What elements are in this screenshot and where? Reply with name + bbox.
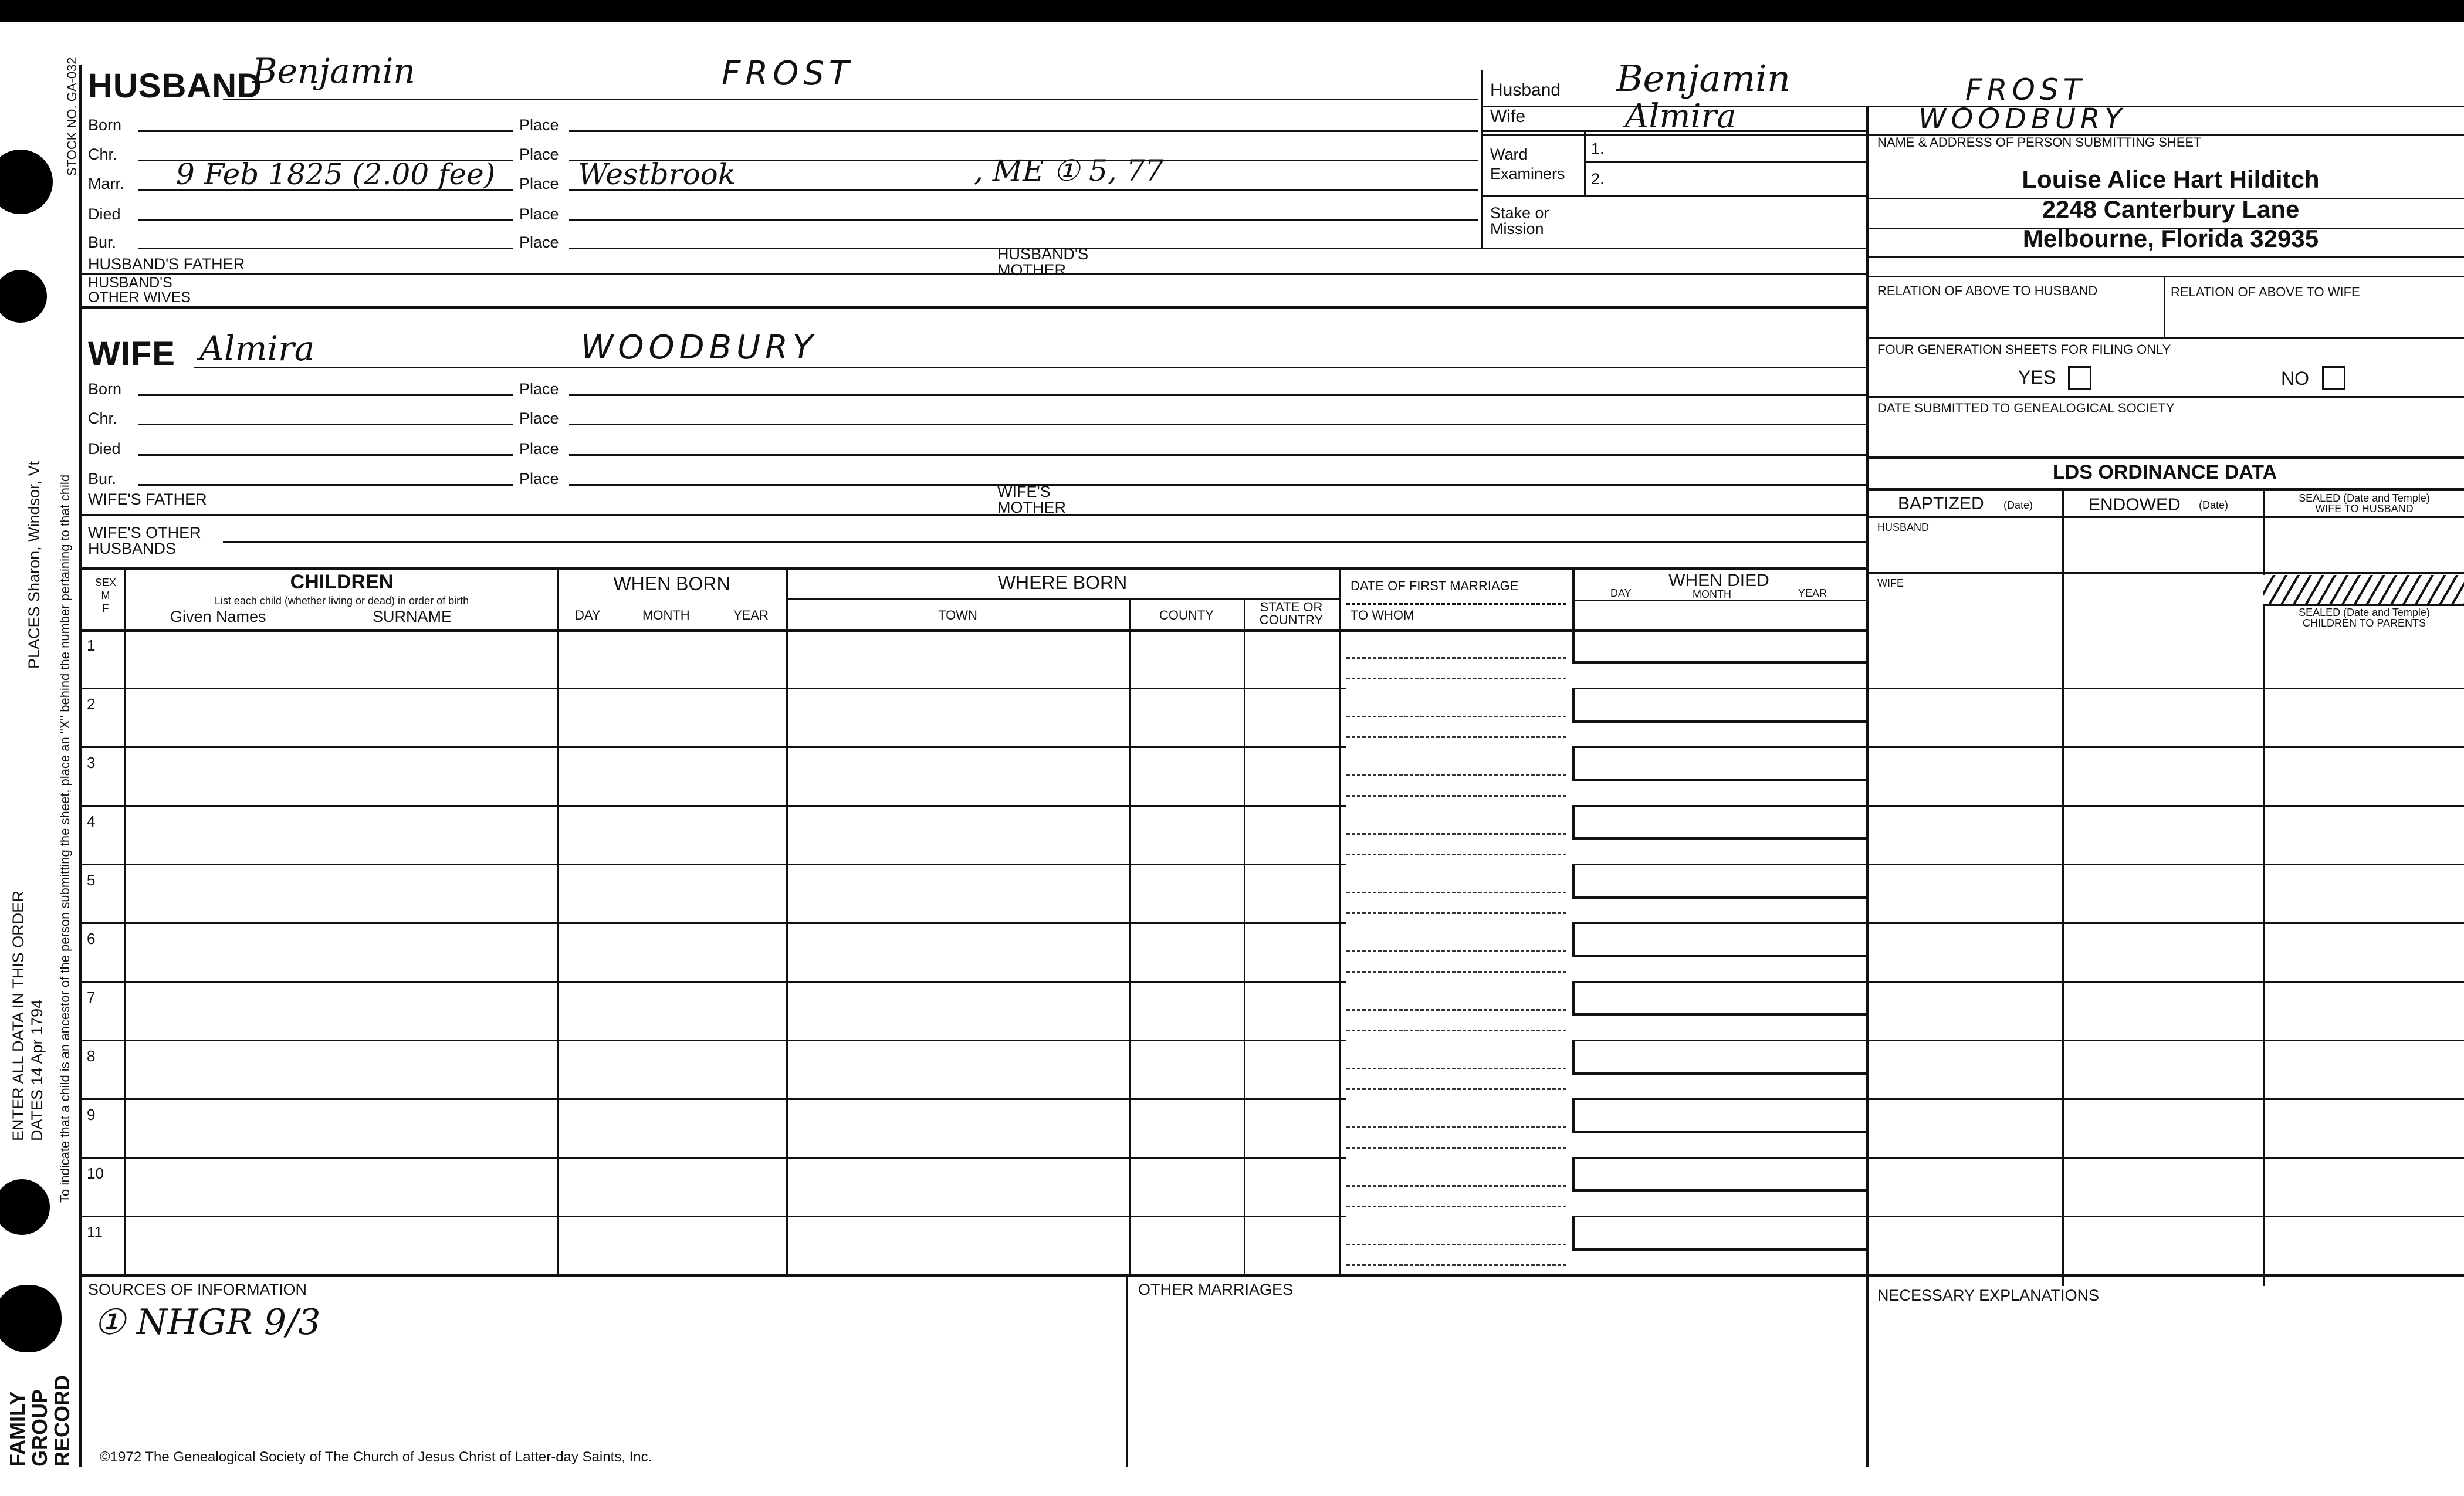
child-died-line xyxy=(1572,837,1866,840)
husband-marr-place-line xyxy=(569,189,1478,191)
sealed-hatched-cell xyxy=(2263,575,2464,604)
submitter-label: NAME & ADDRESS OF PERSON SUBMITTING SHEET xyxy=(1877,135,2202,150)
child-row-number: 7 xyxy=(87,989,96,1006)
lds-col-divider-1 xyxy=(2062,488,2064,1286)
husband-born-label: Born xyxy=(88,116,122,134)
relation-husband-label: RELATION OF ABOVE TO HUSBAND xyxy=(1877,283,2098,298)
child-row-line-right xyxy=(1572,746,1866,748)
child-marriage-date-line[interactable] xyxy=(1346,1185,1566,1187)
wife-father-label: WIFE'S FATHER xyxy=(88,490,207,508)
husband-mother-label: HUSBAND'S MOTHER xyxy=(997,245,1089,279)
when-died-label: WHEN DIED xyxy=(1668,571,1769,590)
lds-title-line xyxy=(1866,488,2464,491)
lds-row-line xyxy=(1866,864,2464,865)
child-row-number: 1 xyxy=(87,637,96,654)
husband-heading: HUSBAND xyxy=(88,67,262,105)
side-enter-data: ENTER ALL DATA IN THIS ORDER xyxy=(9,891,27,1141)
no-checkbox[interactable] xyxy=(2322,366,2345,390)
wife-chr-line xyxy=(138,424,513,425)
husband-bur-line xyxy=(138,248,513,249)
sources-value[interactable]: ① NHGR 9/3 xyxy=(94,1302,321,1343)
child-marriage-whom-line[interactable] xyxy=(1346,1088,1566,1090)
endowed-date-label: (Date) xyxy=(2199,499,2229,511)
husband-father-line xyxy=(79,273,1866,275)
child-marriage-whom-line[interactable] xyxy=(1346,912,1566,914)
child-died-bracket xyxy=(1572,689,1575,722)
child-row-line xyxy=(79,1098,1346,1100)
wife-bur-label: Bur. xyxy=(88,470,117,488)
child-died-line xyxy=(1572,1189,1866,1192)
summary-box-left xyxy=(1481,70,1483,249)
husband-died-place-label: Place xyxy=(519,205,559,223)
child-marriage-whom-line[interactable] xyxy=(1346,1030,1566,1031)
child-died-line xyxy=(1572,720,1866,723)
examiner-separator xyxy=(1584,161,1866,163)
endowed-label: ENDOWED xyxy=(2089,495,2181,515)
summary-wife-label: Wife xyxy=(1490,107,1525,126)
wife-father-line xyxy=(79,514,1866,516)
husband-marr-line xyxy=(138,189,513,191)
child-died-line xyxy=(1572,1013,1866,1016)
children-subheader-line xyxy=(786,598,1339,600)
child-marriage-whom-line[interactable] xyxy=(1346,1264,1566,1266)
child-died-bracket xyxy=(1572,1217,1575,1250)
summary-husband-label: Husband xyxy=(1490,80,1561,100)
child-marriage-date-line[interactable] xyxy=(1346,716,1566,717)
child-died-bracket xyxy=(1572,983,1575,1015)
wife-other-husbands-line xyxy=(223,541,1866,543)
where-born-label: WHERE BORN xyxy=(997,572,1128,593)
lds-row-line xyxy=(1866,1216,2464,1217)
child-died-bracket xyxy=(1572,748,1575,780)
wife-chr-place-label: Place xyxy=(519,409,559,427)
child-row-line xyxy=(79,805,1346,807)
lds-top-line xyxy=(1866,456,2464,459)
child-row-line xyxy=(79,1157,1346,1159)
punch-hole xyxy=(0,1179,50,1235)
examiners-label: Examiners xyxy=(1490,165,1565,182)
child-died-line xyxy=(1572,1248,1866,1251)
husband-born-line xyxy=(138,130,513,132)
husband-born-place-line xyxy=(569,130,1478,132)
children-header-bottom xyxy=(79,629,1866,632)
husband-marr-label: Marr. xyxy=(88,175,124,192)
husband-died-label: Died xyxy=(88,205,121,223)
child-row-number: 8 xyxy=(87,1047,96,1065)
child-died-bracket xyxy=(1572,631,1575,663)
children-heading: CHILDREN xyxy=(290,571,394,593)
lds-row-line xyxy=(1866,805,2464,807)
wife-section-bottom xyxy=(79,567,1866,570)
baptized-label: BAPTIZED xyxy=(1898,494,1984,513)
child-died-bracket xyxy=(1572,1041,1575,1074)
baptized-date-label: (Date) xyxy=(2003,499,2033,511)
died-year-label: YEAR xyxy=(1798,587,1827,599)
submitter-street[interactable]: 2248 Canterbury Lane xyxy=(2042,195,2300,223)
husband-marr-place-suffix[interactable]: , ME ① 5, 77 xyxy=(974,154,1164,188)
submitter-name[interactable]: Louise Alice Hart Hilditch xyxy=(2022,165,2320,193)
child-row-number: 5 xyxy=(87,871,96,889)
child-marriage-whom-line[interactable] xyxy=(1346,854,1566,855)
born-year-label: YEAR xyxy=(733,608,769,622)
husband-father-label: HUSBAND'S FATHER xyxy=(88,255,245,273)
child-marriage-whom-line[interactable] xyxy=(1346,795,1566,797)
wife-chr-label: Chr. xyxy=(88,409,117,427)
punch-hole xyxy=(0,150,53,214)
submitter-line3 xyxy=(1866,256,2464,258)
ward-bottom-line xyxy=(1481,195,1866,197)
date-submitted-label: DATE SUBMITTED TO GENEALOGICAL SOCIETY xyxy=(1877,401,2175,415)
child-died-line xyxy=(1572,661,1866,664)
child-row-line-right xyxy=(1572,1040,1866,1041)
summary-wife-given[interactable]: Almira xyxy=(1625,97,1737,136)
wife-heading: WIFE xyxy=(88,335,175,373)
wife-born-line xyxy=(138,394,513,396)
wife-bur-place-label: Place xyxy=(519,470,559,488)
form-title-family: FAMILY xyxy=(5,1391,29,1467)
child-died-bracket xyxy=(1572,1159,1575,1191)
sources-label: SOURCES OF INFORMATION xyxy=(88,1281,307,1298)
side-dates: DATES 14 Apr 1794 xyxy=(28,999,46,1141)
child-died-line xyxy=(1572,955,1866,957)
child-died-line xyxy=(1572,1072,1866,1075)
child-row-line-right xyxy=(1572,1157,1866,1159)
other-marriages-divider xyxy=(1126,1276,1128,1467)
children-county-divider xyxy=(1244,598,1245,1276)
wife-died-label: Died xyxy=(88,440,121,458)
child-died-bracket xyxy=(1572,924,1575,956)
four-gen-label: FOUR GENERATION SHEETS FOR FILING ONLY xyxy=(1877,342,2171,357)
punch-hole xyxy=(0,270,47,323)
husband-given-name[interactable]: Benjamin xyxy=(252,51,415,91)
given-names-label: Given Names xyxy=(170,608,266,625)
child-died-bracket xyxy=(1572,865,1575,898)
child-marriage-whom-line[interactable] xyxy=(1346,736,1566,738)
lds-title: LDS ORDINANCE DATA xyxy=(2052,461,2277,483)
child-row-number: 3 xyxy=(87,754,96,771)
child-died-line xyxy=(1572,1131,1866,1133)
husband-bur-place-label: Place xyxy=(519,233,559,251)
wife-bur-line xyxy=(138,484,513,486)
wife-died-place-line xyxy=(569,454,1866,456)
stake-label: Stake or Mission xyxy=(1490,204,1549,238)
lds-husband-row-line xyxy=(1866,572,2464,574)
hatch-bottom-line xyxy=(2263,604,2464,606)
child-marriage-date-line[interactable] xyxy=(1346,1009,1566,1011)
first-marriage-dash xyxy=(1346,603,1566,605)
child-marriage-whom-line[interactable] xyxy=(1346,971,1566,973)
child-row-number: 10 xyxy=(87,1165,104,1182)
child-marriage-whom-line[interactable] xyxy=(1346,678,1566,679)
frame-divider xyxy=(1866,106,1869,1467)
wife-given-name[interactable]: Almira xyxy=(199,329,315,368)
county-label: COUNTY xyxy=(1159,608,1214,622)
lds-row-line xyxy=(1866,746,2464,748)
child-row-line xyxy=(79,981,1346,983)
child-row-line-right xyxy=(1572,1216,1866,1217)
punch-hole xyxy=(0,1285,62,1352)
wife-name-line xyxy=(194,367,1866,368)
child-row-line-right xyxy=(1572,805,1866,807)
husband-died-place-line xyxy=(569,219,1478,221)
state-country-label: STATE OR COUNTRY xyxy=(1259,600,1324,627)
husband-surname[interactable]: FROST xyxy=(722,55,854,93)
form-title-record: RECORD xyxy=(50,1375,74,1467)
child-row-line xyxy=(79,1040,1346,1041)
children-instruction: List each child (whether living or dead) in order of birth xyxy=(214,595,469,607)
lds-husband-label: HUSBAND xyxy=(1877,522,1930,533)
child-marriage-whom-line[interactable] xyxy=(1346,1206,1566,1207)
child-row-line xyxy=(79,922,1346,924)
husband-marr-place[interactable]: Westbrook xyxy=(578,157,736,191)
child-row-line-right xyxy=(1572,981,1866,983)
wife-born-place-line xyxy=(569,394,1866,396)
child-marriage-date-line[interactable] xyxy=(1346,950,1566,952)
child-marriage-whom-line[interactable] xyxy=(1346,1147,1566,1149)
child-marriage-date-line[interactable] xyxy=(1346,1244,1566,1245)
scan-top-bar xyxy=(0,0,2464,22)
lds-wife-label: WIFE xyxy=(1877,577,1904,589)
lds-row-line xyxy=(1866,1040,2464,1041)
form-title-group: GROUP xyxy=(28,1389,52,1467)
wife-surname[interactable]: WOODBURY xyxy=(581,329,818,367)
wife-born-place-label: Place xyxy=(519,380,559,398)
child-row-line-right xyxy=(1572,922,1866,924)
submitter-city[interactable]: Melbourne, Florida 32935 xyxy=(2022,225,2319,252)
relation-divider xyxy=(2164,276,2165,337)
when-born-label: WHEN BORN xyxy=(613,573,730,594)
child-marriage-date-line[interactable] xyxy=(1346,1068,1566,1069)
town-label: TOWN xyxy=(938,608,977,622)
died-day-label: DAY xyxy=(1610,587,1632,599)
husband-bur-place-line xyxy=(569,248,1866,249)
no-label: NO xyxy=(2281,368,2309,389)
child-row-line-right xyxy=(1572,688,1866,689)
side-places: PLACES Sharon, Windsor, Vt xyxy=(25,461,43,669)
four-gen-bottom-line xyxy=(1866,396,2464,398)
child-marriage-date-line[interactable] xyxy=(1346,1126,1566,1128)
husband-other-wives-label: HUSBAND'S OTHER WIVES xyxy=(88,275,191,306)
lds-row-line xyxy=(1866,688,2464,689)
lds-row-line xyxy=(1866,1098,2464,1100)
lds-row-line xyxy=(1866,981,2464,983)
husband-section-bottom xyxy=(79,306,1866,309)
copyright-notice: ©1972 The Genealogical Society of The Church of Jesus Christ of Latter-day Saints, Inc. xyxy=(100,1449,652,1465)
child-marriage-date-line[interactable] xyxy=(1346,774,1566,776)
child-row-line-right xyxy=(1572,1098,1866,1100)
yes-label: YES xyxy=(2018,367,2056,388)
examiner-2: 2. xyxy=(1591,170,1605,188)
relation-wife-label: RELATION OF ABOVE TO WIFE xyxy=(2171,285,2360,299)
lds-header-line xyxy=(1866,516,2464,518)
child-died-bracket xyxy=(1572,1100,1575,1132)
first-marriage-label: DATE OF FIRST MARRIAGE xyxy=(1351,578,1519,593)
husband-chr-label: Chr. xyxy=(88,145,117,163)
husband-chr-place-label: Place xyxy=(519,145,559,163)
sex-label: SEX M F xyxy=(94,577,117,614)
side-instruction: To indicate that a child is an ancestor of the person submitting the sheet, place an "X" behind the number pertaining to that child xyxy=(57,474,72,1203)
stock-number: STOCK NO. GA-032 xyxy=(65,57,79,176)
husband-marr-place-label: Place xyxy=(519,175,559,192)
lds-row-line xyxy=(1866,922,2464,924)
summary-husband-given[interactable]: Benjamin xyxy=(1616,57,1791,100)
child-row-number: 4 xyxy=(87,813,96,830)
born-month-label: MONTH xyxy=(642,608,690,622)
lds-row-line xyxy=(1866,1157,2464,1159)
surname-label: SURNAME xyxy=(373,608,452,625)
child-marriage-date-line[interactable] xyxy=(1346,657,1566,659)
sealed-wife-husband-label: SEALED (Date and Temple) WIFE TO HUSBAND xyxy=(2299,492,2430,515)
died-month-label: MONTH xyxy=(1693,588,1731,600)
husband-born-place-label: Place xyxy=(519,116,559,134)
necessary-explanations-label: NECESSARY EXPLANATIONS xyxy=(1877,1287,2100,1304)
husband-name-line xyxy=(223,99,1478,100)
child-row-number: 6 xyxy=(87,930,96,947)
children-table-bottom xyxy=(79,1274,2464,1277)
child-died-line xyxy=(1572,779,1866,781)
child-row-line xyxy=(79,1216,1346,1217)
husband-died-line xyxy=(138,219,513,221)
child-died-bracket xyxy=(1572,807,1575,839)
wife-other-husbands-label: WIFE'S OTHER HUSBANDS xyxy=(88,524,201,557)
wife-bur-place-line xyxy=(569,484,1866,486)
child-row-line-right xyxy=(1572,864,1866,865)
child-row-number: 9 xyxy=(87,1106,96,1123)
other-marriages-label: OTHER MARRIAGES xyxy=(1138,1281,1294,1298)
summary-husband-surname[interactable]: FROST xyxy=(1965,73,2086,107)
child-row-line xyxy=(79,864,1346,865)
child-died-line xyxy=(1572,896,1866,899)
husband-marr-date[interactable]: 9 Feb 1825 (2.00 fee) xyxy=(176,157,496,191)
child-marriage-date-line[interactable] xyxy=(1346,892,1566,893)
wife-died-place-label: Place xyxy=(519,440,559,458)
children-town-divider xyxy=(1129,598,1131,1276)
born-day-label: DAY xyxy=(575,608,601,622)
child-row-number: 2 xyxy=(87,695,96,713)
to-whom-label: TO WHOM xyxy=(1351,608,1414,622)
wife-mother-label: WIFE'S MOTHER xyxy=(997,483,1066,516)
child-row-number: 11 xyxy=(87,1223,103,1241)
wife-born-label: Born xyxy=(88,380,122,398)
relation-bottom-line xyxy=(1866,337,2464,339)
sealed-children-parents-label: SEALED (Date and Temple) CHILDREN TO PARENTS xyxy=(2299,607,2430,629)
wife-chr-place-line xyxy=(569,424,1866,425)
husband-bur-label: Bur. xyxy=(88,233,117,251)
ward-label: Ward xyxy=(1490,145,1528,163)
child-row-line xyxy=(79,688,1346,689)
child-row-line xyxy=(79,746,1346,748)
yes-checkbox[interactable] xyxy=(2068,366,2091,390)
child-marriage-date-line[interactable] xyxy=(1346,833,1566,835)
wife-died-line xyxy=(138,454,513,456)
summary-wife-surname[interactable]: WOODBURY xyxy=(1918,103,2127,136)
examiner-1: 1. xyxy=(1591,140,1605,157)
